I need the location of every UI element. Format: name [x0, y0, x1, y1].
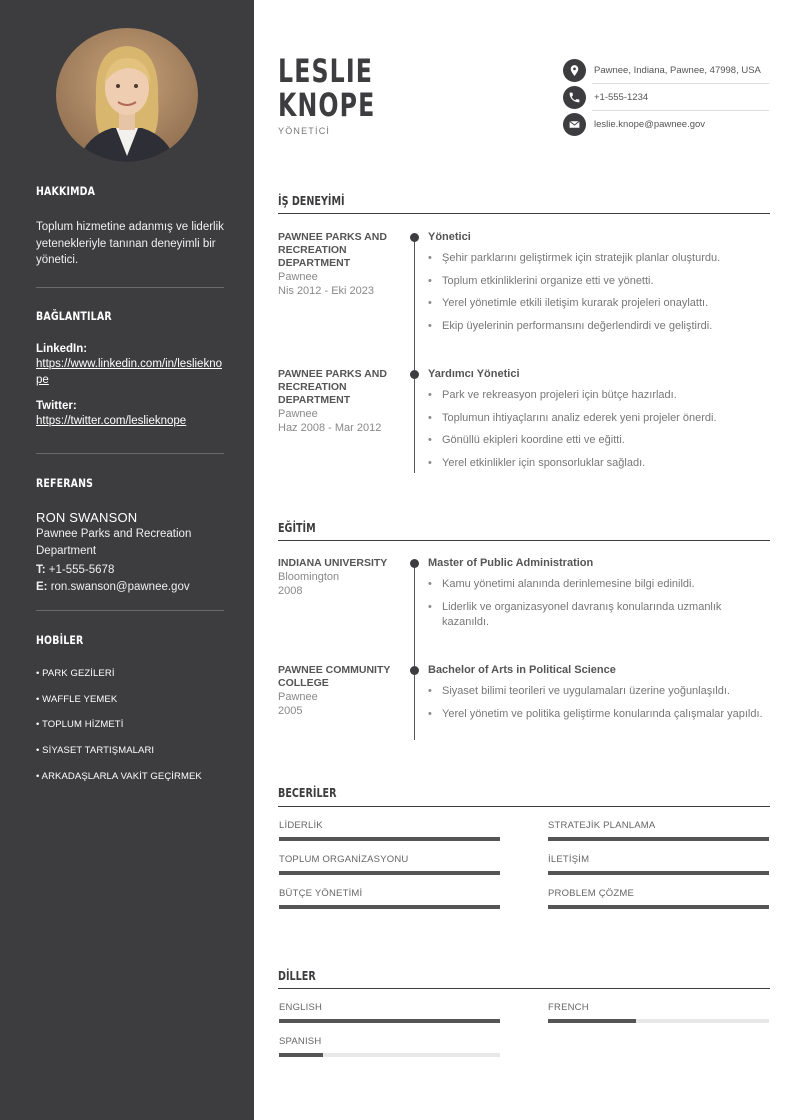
- skill-bar-track: [279, 871, 500, 875]
- employer-location: Pawnee: [278, 408, 318, 420]
- section-divider: [278, 806, 770, 807]
- skill-bar-track: [548, 837, 769, 841]
- language-bar-fill: [279, 1019, 500, 1023]
- skill-label: BÜTÇE YÖNETİMİ: [279, 888, 363, 899]
- employer-location: Pawnee: [278, 271, 318, 283]
- reference-section: [36, 476, 224, 595]
- language-bar-track: [279, 1053, 500, 1057]
- section-divider: [278, 988, 770, 989]
- contact-email: [563, 111, 769, 137]
- language-label: FRENCH: [548, 1002, 589, 1013]
- school-location: Pawnee: [278, 691, 318, 703]
- linkedin-link[interactable]: https://www.linkedin.com/in/leslieknope: [36, 358, 222, 386]
- experience-timeline: [414, 237, 415, 473]
- section-divider: [278, 213, 770, 214]
- experience-entry-details: [428, 231, 768, 341]
- skill-bar-track: [279, 837, 500, 841]
- email-icon: [563, 113, 586, 136]
- timeline-dot: [410, 370, 419, 379]
- language-bar-track: [548, 1019, 769, 1023]
- reference-phone-row: [36, 562, 224, 579]
- achievement-item: • Yerel yönetimle etkili iletişim kurarak projeleri onaylattı.: [428, 296, 768, 311]
- position-title: Yönetici: [428, 231, 471, 243]
- language-label: SPANISH: [279, 1036, 322, 1047]
- graduation-year: 2005: [278, 705, 303, 717]
- reference-email-row: [36, 579, 224, 596]
- experience-entry-details: [428, 368, 768, 478]
- language-bar-fill: [548, 1019, 636, 1023]
- skill-bar-fill: [279, 837, 500, 841]
- skill-label: STRATEJİK PLANLAMA: [548, 820, 656, 831]
- experience-entry-meta: [278, 368, 400, 435]
- skill-bar-fill: [279, 905, 500, 909]
- achievement-item: • Park ve rekreasyon projeleri için bütçe hazırladı.: [428, 388, 768, 403]
- reference-email-label: E:: [36, 580, 48, 593]
- school-name: INDIANA UNIVERSITY: [278, 557, 388, 569]
- skills-title: BECERİLER: [278, 786, 337, 800]
- hobby-item: • WAFFLE YEMEK: [36, 693, 118, 705]
- skill-label: PROBLEM ÇÖZME: [548, 888, 634, 899]
- hobby-item: • SİYASET TARTIŞMALARI: [36, 745, 155, 757]
- hobbies-list: [36, 668, 224, 796]
- employer-name: PAWNEE PARKS AND RECREATION DEPARTMENT: [278, 368, 387, 406]
- reference-name: RON SWANSON: [36, 510, 138, 525]
- skill-bar-track: [548, 871, 769, 875]
- location-pin-icon: [563, 59, 586, 82]
- about-text: Toplum hizmetine adanmış ve liderlik yetenekleriyle tanınan deneyimli bir yönetici.: [36, 221, 224, 266]
- hobbies-section: [36, 633, 224, 796]
- skill-item: [548, 888, 769, 909]
- address-text: Pawnee, Indiana, Pawnee, 47998, USA: [594, 64, 761, 76]
- skill-bar-track: [279, 905, 500, 909]
- experience-title: İŞ DENEYİMİ: [278, 194, 345, 208]
- reference-phone: +1-555-5678: [48, 564, 115, 576]
- links-section: [36, 309, 224, 429]
- experience-entry-meta: [278, 231, 400, 298]
- reference-org: Pawnee Parks and Recreation Department: [36, 528, 192, 557]
- skill-item: [279, 888, 500, 909]
- skill-bar-fill: [548, 871, 769, 875]
- employment-dates: Haz 2008 - Mar 2012: [278, 422, 382, 434]
- portrait-image: [56, 28, 198, 162]
- timeline-dot: [410, 666, 419, 675]
- achievement-item: • Yerel yönetim ve politika geliştirme konularında çalışmalar yapıldı.: [428, 707, 768, 722]
- skill-item: [548, 854, 769, 875]
- contact-address: [563, 57, 769, 83]
- sidebar-divider: [36, 610, 224, 611]
- skill-item: [279, 854, 500, 875]
- contact-phone: [563, 84, 769, 110]
- section-divider: [278, 540, 770, 541]
- degree-title: Bachelor of Arts in Political Science: [428, 664, 616, 676]
- email-text: leslie.knope@pawnee.gov: [594, 118, 706, 130]
- languages-title: DİLLER: [278, 969, 316, 983]
- school-location: Bloomington: [278, 571, 340, 583]
- sidebar-divider: [36, 453, 224, 454]
- reference-email: ron.swanson@pawnee.gov: [50, 580, 190, 593]
- first-name: LESLIE: [278, 52, 374, 90]
- phone-text: +1-555-1234: [594, 91, 649, 103]
- achievement-item: • Liderlik ve organizasyonel davranış konularında uzmanlık kazanıldı.: [428, 600, 768, 630]
- achievement-item: • Ekip üyelerinin performansını değerlendirdi ve geliştirdi.: [428, 319, 768, 334]
- education-entry-meta: [278, 664, 400, 718]
- language-item: [279, 1002, 500, 1023]
- language-label: ENGLISH: [279, 1002, 323, 1013]
- graduation-year: 2008: [278, 585, 303, 597]
- position-title: Yardımcı Yönetici: [428, 368, 520, 380]
- education-title: EĞİTİM: [278, 521, 316, 535]
- hobby-item: • PARK GEZİLERİ: [36, 668, 115, 679]
- hobby-item: • TOPLUM HİZMETİ: [36, 719, 124, 731]
- language-item: [279, 1036, 500, 1057]
- profile-photo: [56, 28, 198, 162]
- linkedin-label: LinkedIn:: [36, 343, 88, 355]
- skill-item: [279, 820, 500, 841]
- links-title: BAĞLANTILAR: [36, 309, 112, 323]
- school-name: PAWNEE COMMUNITY COLLEGE: [278, 664, 391, 689]
- sidebar: [0, 0, 254, 1120]
- about-title: HAKKIMDA: [36, 184, 96, 198]
- skill-label: LİDERLİK: [279, 820, 323, 831]
- degree-title: Master of Public Administration: [428, 557, 594, 569]
- timeline-dot: [410, 559, 419, 568]
- achievement-item: • Yerel etkinlikler için sponsorluklar sağladı.: [428, 456, 768, 471]
- language-bar-fill: [279, 1053, 323, 1057]
- achievement-item: • Siyaset bilimi teorileri ve uygulamaları üzerine yoğunlaşıldı.: [428, 684, 768, 699]
- timeline-dot: [410, 233, 419, 242]
- hobbies-title: HOBİLER: [36, 633, 84, 647]
- skill-label: İLETİŞİM: [548, 854, 590, 865]
- language-bar-track: [279, 1019, 500, 1023]
- job-title: YÖNETİCİ: [278, 126, 331, 136]
- skill-bar-fill: [548, 837, 769, 841]
- skill-bar-fill: [548, 905, 769, 909]
- skill-label: TOPLUM ORGANİZASYONU: [279, 854, 409, 865]
- hobby-item: • ARKADAŞLARLA VAKİT GEÇİRMEK: [36, 770, 202, 782]
- phone-icon: [563, 86, 586, 109]
- achievement-item: • Kamu yönetimi alanında derinlemesine bilgi edinildi.: [428, 577, 768, 592]
- education-entry-details: [428, 557, 768, 637]
- sidebar-divider: [36, 287, 224, 288]
- skill-bar-fill: [279, 871, 500, 875]
- achievement-item: • Şehir parklarını geliştirmek için stratejik planlar oluşturdu.: [428, 251, 768, 266]
- achievement-item: • Gönüllü ekipleri koordine etti ve eğitti.: [428, 433, 768, 448]
- employer-name: PAWNEE PARKS AND RECREATION DEPARTMENT: [278, 231, 387, 269]
- reference-title: REFERANS: [36, 476, 94, 490]
- skill-bar-track: [548, 905, 769, 909]
- skill-item: [548, 820, 769, 841]
- about-section: [36, 184, 224, 269]
- achievement-item: • Toplumun ihtiyaçlarını analiz ederek yeni projeler önerdi.: [428, 411, 768, 426]
- candidate-name: [278, 54, 375, 122]
- education-timeline: [414, 563, 415, 740]
- education-entry-meta: [278, 557, 400, 598]
- education-entry-details: [428, 664, 768, 729]
- twitter-label: Twitter:: [36, 400, 77, 412]
- last-name: KNOPE: [278, 86, 376, 124]
- language-item: [548, 1002, 769, 1023]
- twitter-link[interactable]: https://twitter.com/leslieknope: [36, 415, 187, 427]
- reference-phone-label: T:: [36, 564, 46, 576]
- employment-dates: Nis 2012 - Eki 2023: [278, 285, 374, 297]
- achievement-item: • Toplum etkinliklerini organize etti ve yönetti.: [428, 274, 768, 289]
